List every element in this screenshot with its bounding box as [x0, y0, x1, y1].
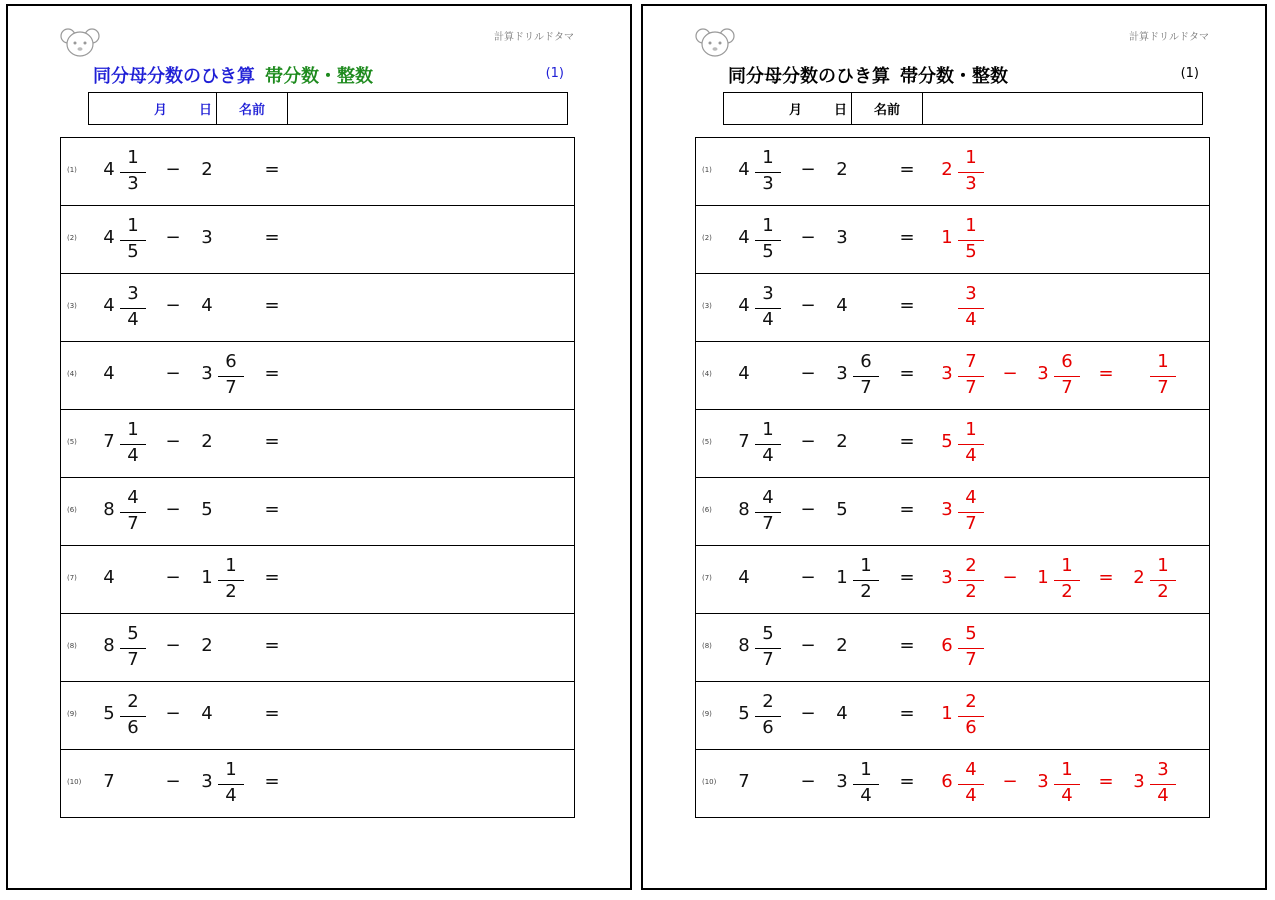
answer-term-whole: 3 — [941, 499, 953, 520]
denominator: 5 — [127, 241, 139, 262]
subtrahend-fraction — [853, 554, 879, 606]
minuend-whole: 8 — [103, 635, 115, 656]
denominator: 7 — [225, 377, 237, 398]
subtrahend-whole: 1 — [201, 567, 213, 588]
problem-number: (10) — [702, 778, 717, 786]
minuend-fraction — [755, 622, 781, 674]
name-field[interactable] — [288, 93, 567, 124]
problem-row — [61, 750, 574, 818]
page-number: (1) — [545, 66, 564, 81]
answer-term-whole: 3 — [941, 363, 953, 384]
minuend-fraction — [120, 418, 146, 470]
answer-term-whole: 3 — [1037, 363, 1049, 384]
denominator: 2 — [1061, 581, 1073, 602]
numerator: 1 — [860, 555, 872, 576]
day-label: 日 — [198, 103, 212, 118]
minus-sign: − — [165, 363, 181, 384]
minuend-fraction — [120, 146, 146, 198]
denominator: 7 — [762, 513, 774, 534]
answer-term-whole: 6 — [941, 771, 953, 792]
answer-term-fraction — [1150, 554, 1176, 606]
answer-term-whole: 3 — [1037, 771, 1049, 792]
answer-operator: − — [1002, 771, 1018, 792]
denominator: 7 — [1061, 377, 1073, 398]
minuend-whole: 5 — [738, 703, 750, 724]
denominator: 4 — [1061, 785, 1073, 806]
subtrahend-fraction — [218, 758, 244, 810]
numerator: 2 — [762, 691, 774, 712]
problem-row — [61, 614, 574, 682]
page-title — [93, 62, 373, 88]
problem-row — [696, 206, 1209, 274]
name-label: 名前 — [217, 93, 288, 124]
numerator: 1 — [762, 419, 774, 440]
denominator: 2 — [225, 581, 237, 602]
problem-row — [696, 750, 1209, 818]
subtrahend-whole: 1 — [836, 567, 848, 588]
answer-term-fraction — [958, 690, 984, 742]
page-number: (1) — [1180, 66, 1199, 81]
minuend-whole: 4 — [103, 567, 115, 588]
denominator: 4 — [965, 785, 977, 806]
denominator: 7 — [965, 513, 977, 534]
denominator: 7 — [762, 649, 774, 670]
denominator: 2 — [860, 581, 872, 602]
answer-term-whole: 5 — [941, 431, 953, 452]
problem-number: (4) — [702, 370, 712, 378]
answer-operator: − — [1002, 567, 1018, 588]
denominator: 3 — [127, 173, 139, 194]
minuend-whole: 8 — [103, 499, 115, 520]
subtrahend-whole: 3 — [201, 363, 213, 384]
numerator: 5 — [965, 623, 977, 644]
denominator: 6 — [965, 717, 977, 738]
problem-number: (8) — [67, 642, 77, 650]
problem-row — [61, 410, 574, 478]
equals-sign: = — [264, 499, 280, 520]
problem-number: (4) — [67, 370, 77, 378]
answer-term-fraction — [1054, 350, 1080, 402]
day-label: 日 — [833, 103, 847, 118]
subtrahend-whole: 2 — [836, 159, 848, 180]
problem-number: (2) — [67, 234, 77, 242]
answer-term-fraction — [958, 622, 984, 674]
problem-number: (5) — [702, 438, 712, 446]
numerator: 2 — [965, 691, 977, 712]
answer-term-whole: 2 — [941, 159, 953, 180]
subtrahend-whole: 3 — [836, 227, 848, 248]
subtrahend-whole: 3 — [201, 771, 213, 792]
subtrahend-whole: 4 — [201, 295, 213, 316]
subtrahend-whole: 2 — [201, 635, 213, 656]
brand-label: 計算ドリルドタマ — [1129, 32, 1209, 43]
answer-sheet — [641, 4, 1267, 890]
numerator: 1 — [225, 555, 237, 576]
equals-sign: = — [899, 703, 915, 724]
denominator: 2 — [965, 581, 977, 602]
denominator: 4 — [965, 445, 977, 466]
equals-sign: = — [899, 295, 915, 316]
equals-sign: = — [264, 295, 280, 316]
numerator: 4 — [127, 487, 139, 508]
answer-term-fraction — [1054, 758, 1080, 810]
minuend-whole: 7 — [738, 431, 750, 452]
problem-number: (8) — [702, 642, 712, 650]
denominator: 4 — [225, 785, 237, 806]
numerator: 1 — [127, 147, 139, 168]
problem-row — [696, 342, 1209, 410]
problem-number: (9) — [702, 710, 712, 718]
minus-sign: − — [165, 295, 181, 316]
minus-sign: − — [800, 227, 816, 248]
minuend-whole: 4 — [103, 363, 115, 384]
numerator: 7 — [965, 351, 977, 372]
minuend-whole: 4 — [738, 227, 750, 248]
page-title — [728, 62, 1008, 88]
answer-term-fraction — [958, 350, 984, 402]
minus-sign: − — [165, 771, 181, 792]
denominator: 3 — [762, 173, 774, 194]
minuend-fraction — [120, 486, 146, 538]
answer-term-whole: 1 — [941, 703, 953, 724]
title-sub: 帯分数・整数 — [900, 66, 1008, 87]
problem-number: (1) — [702, 166, 712, 174]
numerator: 1 — [127, 419, 139, 440]
minus-sign: − — [800, 499, 816, 520]
numerator: 1 — [965, 147, 977, 168]
subtrahend-whole: 2 — [836, 635, 848, 656]
equals-sign: = — [899, 431, 915, 452]
problem-row — [696, 614, 1209, 682]
numerator: 1 — [762, 147, 774, 168]
problem-number: (7) — [702, 574, 712, 582]
minuend-fraction — [755, 146, 781, 198]
minus-sign: − — [800, 703, 816, 724]
numerator: 1 — [762, 215, 774, 236]
denominator: 2 — [1157, 581, 1169, 602]
denominator: 4 — [762, 309, 774, 330]
name-date-box — [723, 92, 1203, 125]
minuend-fraction — [755, 690, 781, 742]
problem-row — [696, 478, 1209, 546]
minus-sign: − — [165, 159, 181, 180]
problem-row — [61, 546, 574, 614]
equals-sign: = — [264, 363, 280, 384]
denominator: 7 — [965, 649, 977, 670]
problem-number: (6) — [702, 506, 712, 514]
minus-sign: − — [800, 771, 816, 792]
name-date-box — [88, 92, 568, 125]
answer-operator: = — [1098, 363, 1114, 384]
answer-term-whole: 6 — [941, 635, 953, 656]
numerator: 4 — [762, 487, 774, 508]
denominator: 5 — [965, 241, 977, 262]
minuend-fraction — [120, 622, 146, 674]
numerator: 5 — [762, 623, 774, 644]
minuend-fraction — [755, 418, 781, 470]
answer-term-fraction — [958, 554, 984, 606]
numerator: 2 — [965, 555, 977, 576]
numerator: 6 — [1061, 351, 1073, 372]
numerator: 5 — [127, 623, 139, 644]
minus-sign: − — [800, 431, 816, 452]
minus-sign: − — [165, 227, 181, 248]
numerator: 3 — [965, 283, 977, 304]
subtrahend-whole: 3 — [201, 227, 213, 248]
problem-row — [61, 342, 574, 410]
problem-number: (9) — [67, 710, 77, 718]
minuend-whole: 4 — [738, 295, 750, 316]
minuend-whole: 8 — [738, 635, 750, 656]
problem-number: (3) — [702, 302, 712, 310]
mouse-logo-icon — [695, 26, 735, 58]
numerator: 4 — [965, 759, 977, 780]
minuend-whole: 7 — [738, 771, 750, 792]
answer-term-fraction — [958, 418, 984, 470]
equals-sign: = — [264, 567, 280, 588]
minuend-whole: 4 — [103, 227, 115, 248]
minuend-fraction — [120, 282, 146, 334]
equals-sign: = — [899, 567, 915, 588]
minuend-whole: 4 — [738, 567, 750, 588]
numerator: 6 — [225, 351, 237, 372]
minuend-whole: 7 — [103, 771, 115, 792]
month-label: 月 — [153, 103, 167, 118]
problem-number: (7) — [67, 574, 77, 582]
answer-term-fraction — [958, 146, 984, 198]
subtrahend-fraction — [218, 350, 244, 402]
denominator: 7 — [1157, 377, 1169, 398]
denominator: 6 — [762, 717, 774, 738]
minus-sign: − — [165, 431, 181, 452]
minus-sign: − — [165, 567, 181, 588]
problem-row — [696, 274, 1209, 342]
subtrahend-whole: 2 — [836, 431, 848, 452]
problem-number: (3) — [67, 302, 77, 310]
subtrahend-whole: 4 — [201, 703, 213, 724]
answer-operator: = — [1098, 771, 1114, 792]
subtrahend-fraction — [853, 758, 879, 810]
equals-sign: = — [264, 771, 280, 792]
minus-sign: − — [165, 635, 181, 656]
problem-list — [60, 137, 575, 818]
problem-row — [61, 478, 574, 546]
minuend-fraction — [755, 486, 781, 538]
answer-operator: = — [1098, 567, 1114, 588]
subtrahend-whole: 5 — [836, 499, 848, 520]
name-field[interactable] — [923, 93, 1202, 124]
problem-number: (6) — [67, 506, 77, 514]
answer-fraction — [1150, 350, 1176, 402]
problem-sheet — [6, 4, 632, 890]
minuend-fraction — [120, 214, 146, 266]
answer-term-whole: 1 — [1037, 567, 1049, 588]
minuend-whole: 8 — [738, 499, 750, 520]
numerator: 1 — [965, 215, 977, 236]
equals-sign: = — [899, 771, 915, 792]
numerator: 1 — [860, 759, 872, 780]
problem-row — [696, 682, 1209, 750]
minuend-fraction — [120, 690, 146, 742]
equals-sign: = — [899, 363, 915, 384]
problem-number: (2) — [702, 234, 712, 242]
minus-sign: − — [165, 703, 181, 724]
numerator: 1 — [127, 215, 139, 236]
numerator: 3 — [762, 283, 774, 304]
answer-term-whole: 1 — [941, 227, 953, 248]
problem-row — [61, 206, 574, 274]
problem-row — [696, 546, 1209, 614]
minuend-whole: 4 — [103, 295, 115, 316]
denominator: 3 — [965, 173, 977, 194]
subtrahend-whole: 3 — [836, 771, 848, 792]
answer-term-fraction — [958, 214, 984, 266]
minus-sign: − — [800, 159, 816, 180]
equals-sign: = — [899, 159, 915, 180]
answer-term-whole: 3 — [1133, 771, 1145, 792]
denominator: 6 — [127, 717, 139, 738]
equals-sign: = — [264, 159, 280, 180]
equals-sign: = — [899, 499, 915, 520]
denominator: 4 — [127, 309, 139, 330]
brand-label: 計算ドリルドタマ — [494, 32, 574, 43]
name-label: 名前 — [852, 93, 923, 124]
minus-sign: − — [165, 499, 181, 520]
numerator: 1 — [1061, 759, 1073, 780]
denominator: 7 — [860, 377, 872, 398]
denominator: 4 — [762, 445, 774, 466]
subtrahend-whole: 5 — [201, 499, 213, 520]
denominator: 4 — [860, 785, 872, 806]
minus-sign: − — [800, 567, 816, 588]
equals-sign: = — [264, 703, 280, 724]
title-main: 同分母分数のひき算 — [93, 66, 255, 87]
equals-sign: = — [264, 635, 280, 656]
numerator: 1 — [1157, 351, 1169, 372]
minuend-whole: 4 — [103, 159, 115, 180]
title-sub: 帯分数・整数 — [265, 66, 373, 87]
mouse-logo-icon — [60, 26, 100, 58]
numerator: 2 — [127, 691, 139, 712]
equals-sign: = — [899, 635, 915, 656]
minus-sign: − — [800, 635, 816, 656]
answer-term-fraction — [1150, 758, 1176, 810]
minuend-whole: 5 — [103, 703, 115, 724]
problem-number: (10) — [67, 778, 82, 786]
denominator: 4 — [965, 309, 977, 330]
denominator: 7 — [127, 649, 139, 670]
numerator: 1 — [225, 759, 237, 780]
answer-fraction — [958, 282, 984, 334]
denominator: 4 — [1157, 785, 1169, 806]
problem-row — [696, 410, 1209, 478]
subtrahend-whole: 4 — [836, 703, 848, 724]
numerator: 6 — [860, 351, 872, 372]
denominator: 5 — [762, 241, 774, 262]
equals-sign: = — [264, 227, 280, 248]
problem-number: (1) — [67, 166, 77, 174]
subtrahend-fraction — [853, 350, 879, 402]
denominator: 7 — [965, 377, 977, 398]
subtrahend-fraction — [218, 554, 244, 606]
numerator: 1 — [965, 419, 977, 440]
numerator: 1 — [1061, 555, 1073, 576]
date-field[interactable] — [89, 93, 217, 124]
answer-term-fraction — [958, 758, 984, 810]
answer-term-fraction — [1054, 554, 1080, 606]
minus-sign: − — [800, 295, 816, 316]
date-field[interactable] — [724, 93, 852, 124]
answer-operator: − — [1002, 363, 1018, 384]
answer-list — [695, 137, 1210, 818]
denominator: 7 — [127, 513, 139, 534]
numerator: 3 — [1157, 759, 1169, 780]
minus-sign: − — [800, 363, 816, 384]
equals-sign: = — [899, 227, 915, 248]
numerator: 4 — [965, 487, 977, 508]
problem-row — [61, 682, 574, 750]
subtrahend-whole: 3 — [836, 363, 848, 384]
problem-row — [696, 138, 1209, 206]
problem-row — [61, 138, 574, 206]
minuend-whole: 4 — [738, 363, 750, 384]
month-label: 月 — [788, 103, 802, 118]
problem-number: (5) — [67, 438, 77, 446]
equals-sign: = — [264, 431, 280, 452]
minuend-whole: 4 — [738, 159, 750, 180]
minuend-fraction — [755, 282, 781, 334]
minuend-whole: 7 — [103, 431, 115, 452]
denominator: 4 — [127, 445, 139, 466]
answer-term-whole: 2 — [1133, 567, 1145, 588]
answer-term-whole: 3 — [941, 567, 953, 588]
subtrahend-whole: 2 — [201, 159, 213, 180]
subtrahend-whole: 4 — [836, 295, 848, 316]
numerator: 1 — [1157, 555, 1169, 576]
answer-term-fraction — [958, 486, 984, 538]
subtrahend-whole: 2 — [201, 431, 213, 452]
problem-row — [61, 274, 574, 342]
numerator: 3 — [127, 283, 139, 304]
title-main: 同分母分数のひき算 — [728, 66, 890, 87]
minuend-fraction — [755, 214, 781, 266]
